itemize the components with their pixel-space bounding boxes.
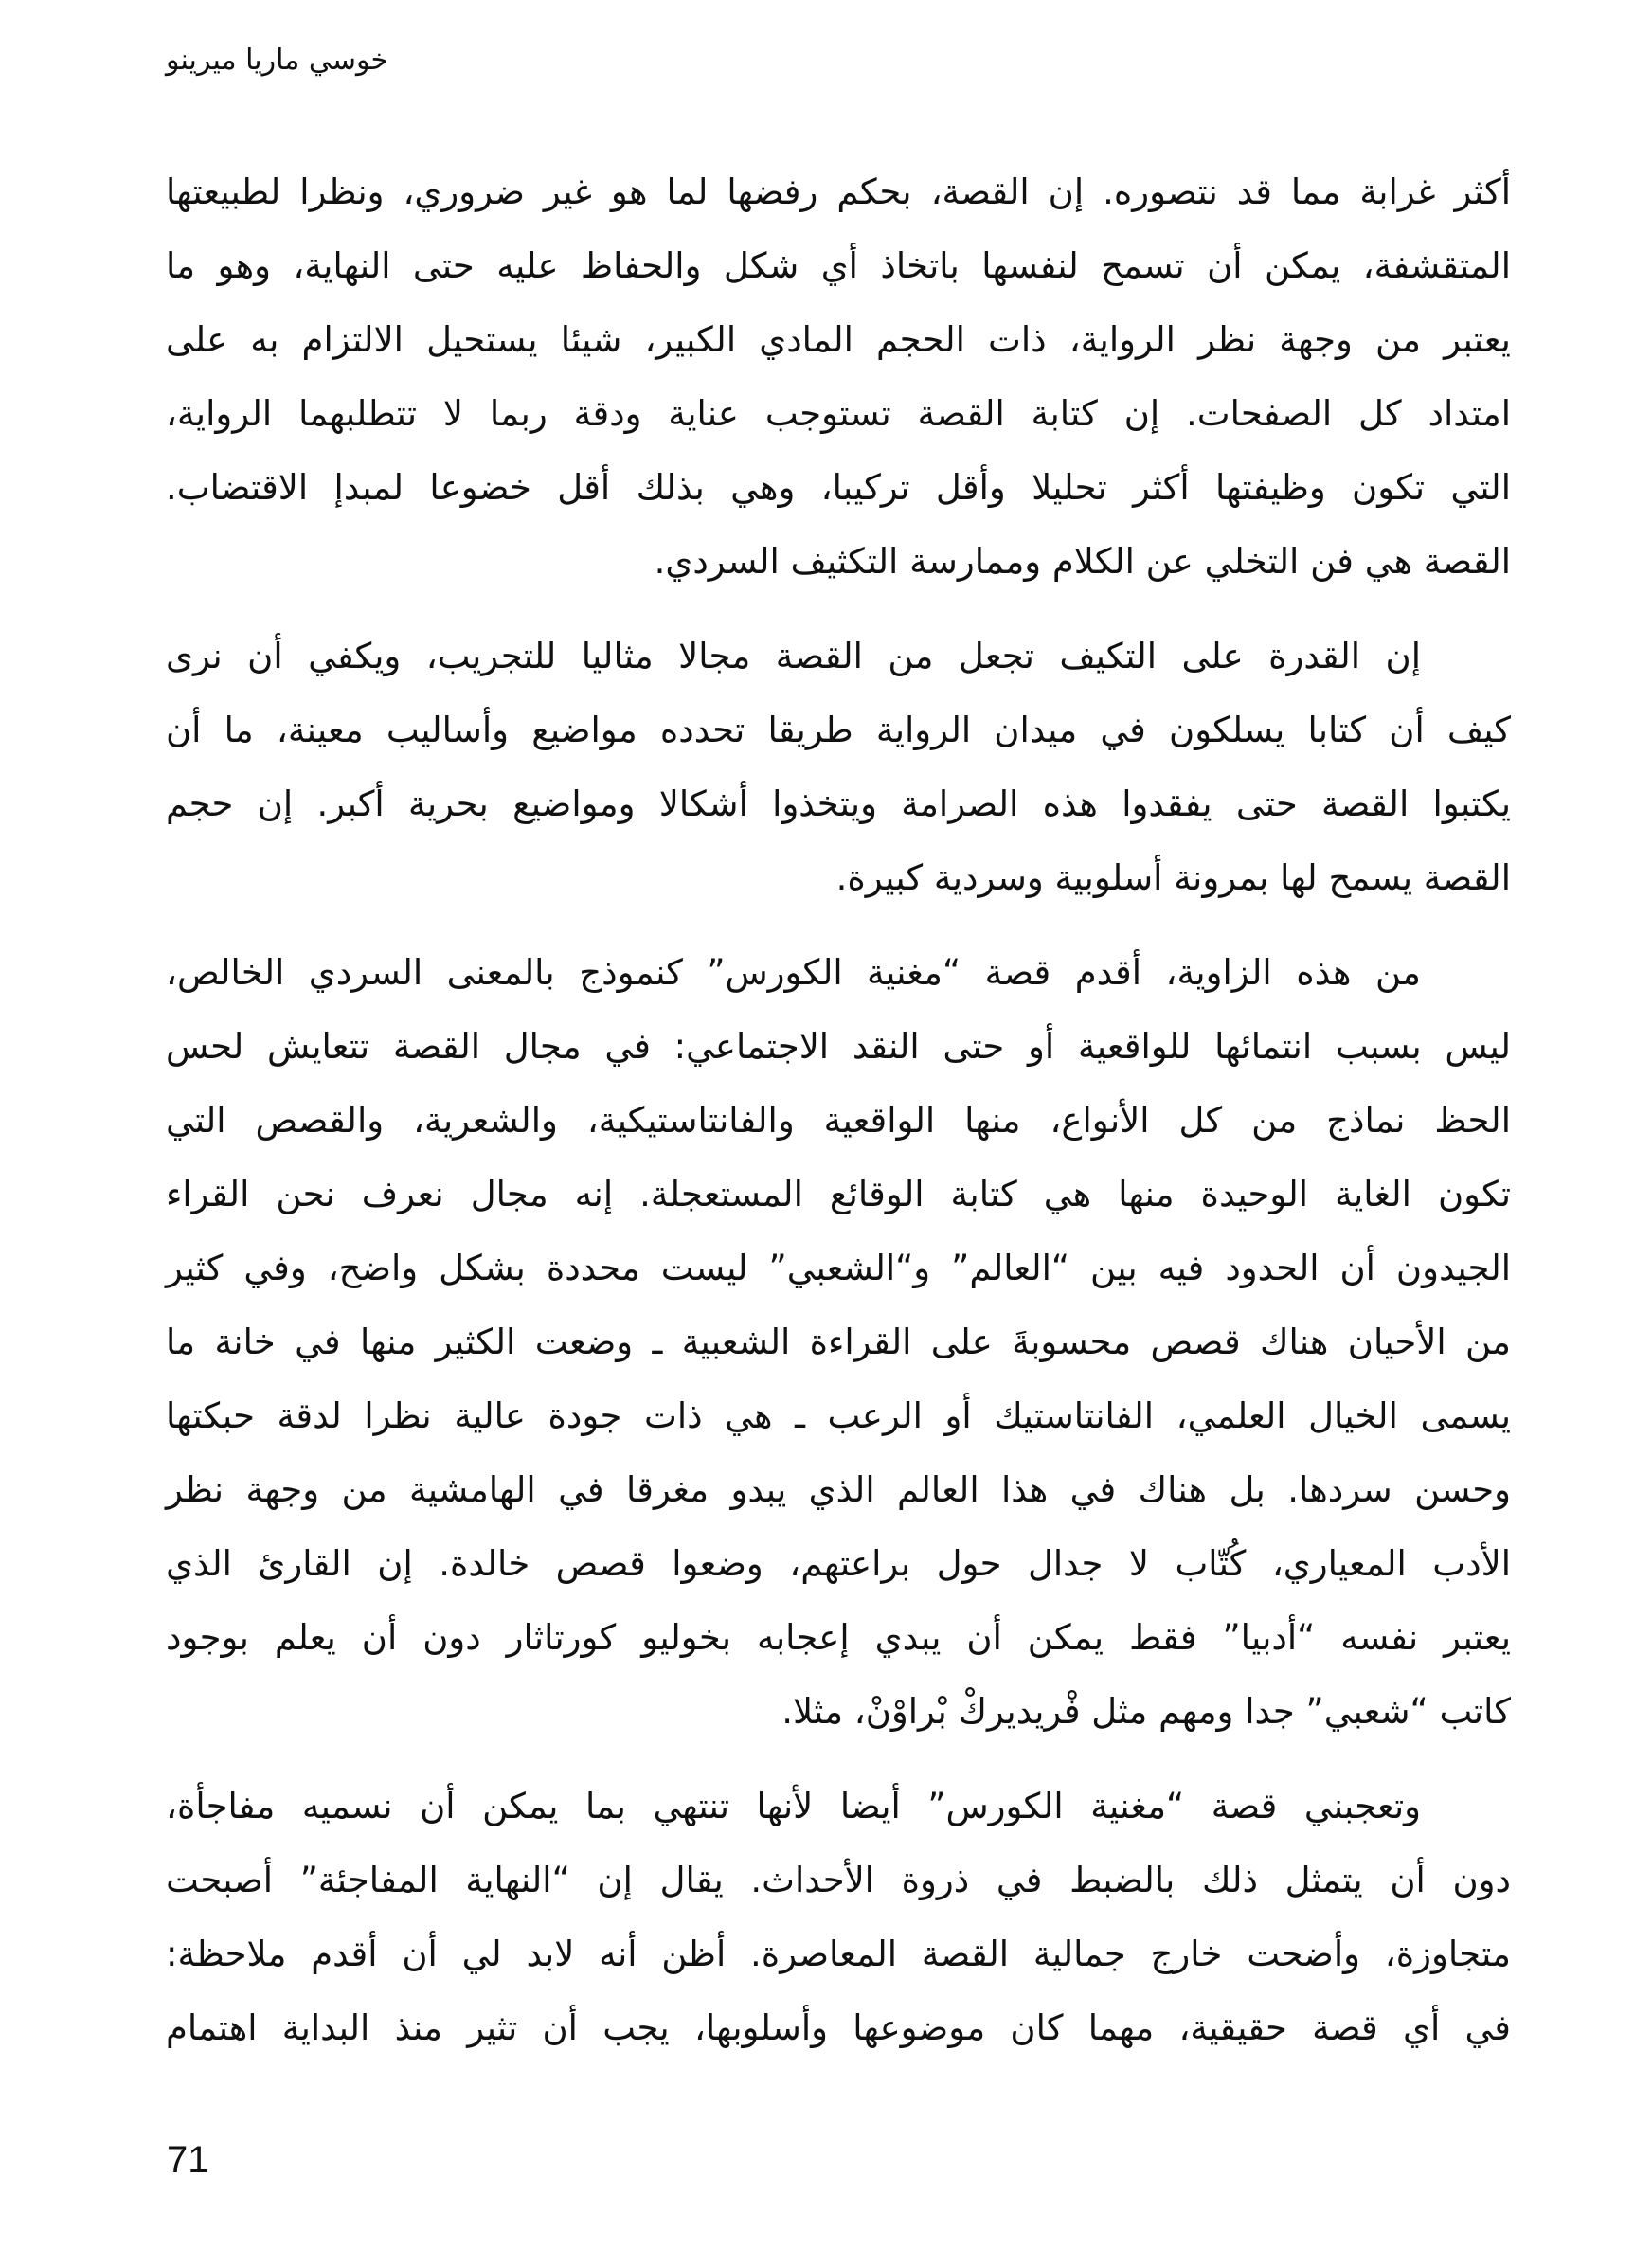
text-line: متجاوزة، وأضحت خارج جمالية القصة المعاصرة. أظن أنه لابد لي أن أقدم ملاحظة: [166,1934,1511,1974]
text-line: إن القدرة على التكيف تجعل من القصة مجالا مثاليا للتجريب، ويكفي أن نرى [166,636,1421,676]
text-line: ليس بسبب انتمائها للواقعية أو حتى النقد الاجتماعي: في مجال القصة تتعايش لحس [166,1026,1511,1067]
paragraph [166,1770,1511,2065]
text-line: تكون الغاية الوحيدة منها هي كتابة الوقائع المستعجلة. إنه مجال نعرف نحن القراء [166,1174,1511,1214]
text-line: التي تكون وظيفتها أكثر تحليلا وأقل تركيبا، وهي بذلك أقل خضوعا لمبدإ الاقتضاب. [166,467,1511,508]
text-line: الجيدون أن الحدود فيه بين “العالم” و“الشعبي” ليست محددة بشكل واضح، وفي كثير [166,1248,1511,1288]
text-line: كاتب “شعبي” جدا ومهم مثل فْريديركْ بْراوْنْ، مثلا. [781,1691,1511,1732]
page-number: 71 [167,2139,209,2181]
text-line: في أي قصة حقيقية، مهما كان موضوعها وأسلوبها، يجب أن تثير منذ البداية اهتمام [166,2007,1511,2048]
text-line: يعتبر نفسه “أدبيا” فقط يمكن أن يبدي إعجابه بخوليو كورتاثار دون أن يعلم بوجود [166,1617,1511,1658]
text-line: أكثر غرابة مما قد نتصوره. إن القصة، بحكم رفضها لما هو غير ضروري، ونظرا لطبيعتها [166,171,1511,212]
text-line: يسمى الخيال العلمي، الفانتاستيك أو الرعب ـ هي ذات جودة عالية نظرا لدقة حبكتها [166,1395,1511,1436]
text-line: وحسن سردها. بل هناك في هذا العالم الذي يبدو مغرقا في الهامشية من وجهة نظر [166,1469,1511,1510]
text-line: القصة يسمح لها بمرونة أسلوبية وسردية كبيرة. [835,857,1511,898]
text-line: يكتبوا القصة حتى يفقدوا هذه الصرامة ويتخذوا أشكالا ومواضيع بحرية أكبر. إن حجم [166,783,1511,824]
text-line: القصة هي فن التخلي عن الكلام وممارسة التكثيف السردي. [654,541,1511,582]
text-line: يعتبر من وجهة نظر الرواية، ذات الحجم المادي الكبير، شيئا يستحيل الالتزام به على [166,319,1511,360]
paragraph [166,155,1511,599]
text-line: المتقشفة، يمكن أن تسمح لنفسها باتخاذ أي شكل والحفاظ عليه حتى النهاية، وهو ما [166,245,1511,286]
text-line: من الأحيان هناك قصص محسوبةَ على القراءة الشعبية ـ وضعت الكثير منها في خانة ما [166,1322,1511,1362]
paragraph [166,936,1511,1749]
text-line: امتداد كل الصفحات. إن كتابة القصة تستوجب عناية ودقة ربما لا تتطلبهما الرواية، [166,393,1511,434]
text-line: الأدب المعياري، كُتّاب لا جدال حول براعتهم، وضعوا قصص خالدة. إن القارئ الذي [166,1543,1511,1584]
body-text [166,155,1511,2086]
text-line: من هذه الزاوية، أقدم قصة “مغنية الكورس” كنموذج بالمعنى السردي الخالص، [166,952,1421,993]
text-line: دون أن يتمثل ذلك بالضبط في ذروة الأحداث. يقال إن “النهاية المفاجئة” أصبحت [166,1860,1511,1900]
text-line: وتعجبني قصة “مغنية الكورس” أيضا لأنها تنتهي بما يمكن أن نسميه مفاجأة، [166,1786,1421,1826]
paragraph [166,620,1511,915]
text-line: الحظ نماذج من كل الأنواع، منها الواقعية والفانتاستيكية، والشعرية، والقصص التي [166,1100,1511,1141]
running-head-author: خوسي ماريا ميرينو [166,44,389,77]
text-line: كيف أن كتابا يسلكون في ميدان الرواية طريقا تحدده مواضيع وأساليب معينة، ما أن [166,710,1511,750]
